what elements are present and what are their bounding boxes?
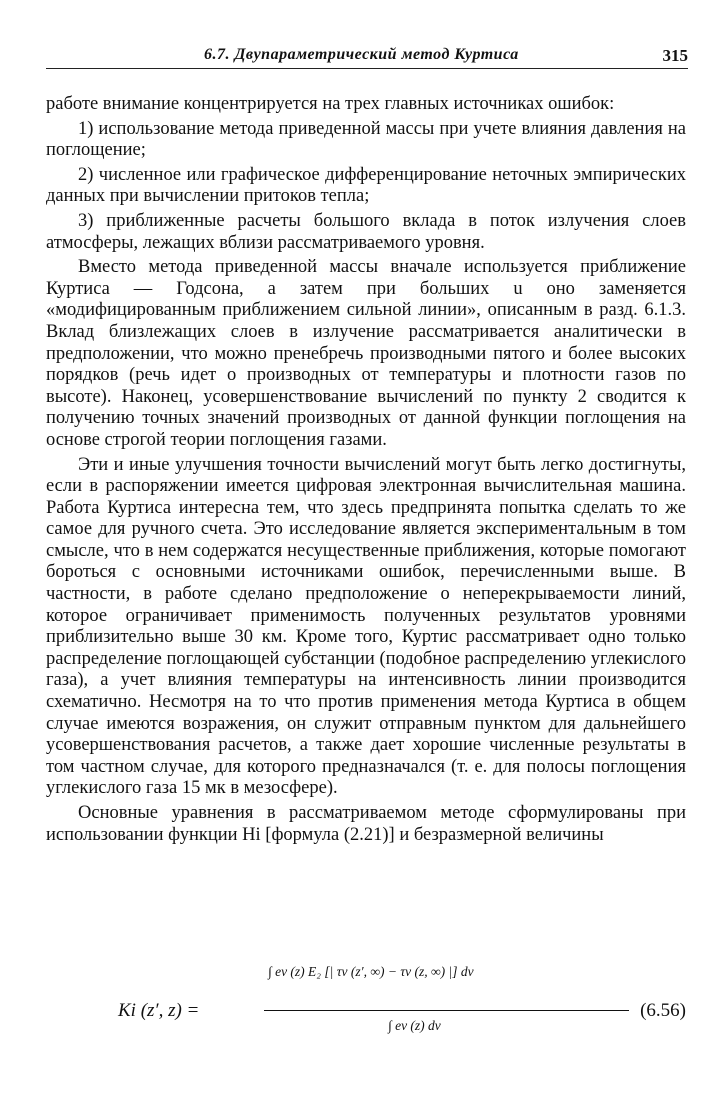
equation-6-56 xyxy=(46,958,686,1088)
section-title: 6.7. Двупараметрический метод Куртиса xyxy=(204,46,519,63)
list-item-2: 2) численное или графическое дифференцирование неточных эмпирических данных при вычислении притоков тепла; xyxy=(46,164,686,207)
list-item-1: 1) использование метода приведенной массы при учете влияния давления на поглощение; xyxy=(46,118,686,161)
list-item-3: 3) приближенные расчеты большого вклада в поток излучения слоев атмосферы, лежащих вблизи рассматриваемого уровня. xyxy=(46,210,686,253)
page-number: 315 xyxy=(662,46,688,65)
equation-denominator: ∫ eν (z) dν xyxy=(388,1018,441,1033)
fraction-bar xyxy=(264,1010,629,1011)
page-body xyxy=(46,94,686,846)
paragraph: Основные уравнения в рассматриваемом методе сформулированы при использовании функции Hi [формула (2.21)] и безразмерной величины xyxy=(46,803,686,845)
paragraph-continuation: работе внимание концентрируется на трех главных источниках ошибок: xyxy=(46,94,615,114)
equation-numerator: ∫ eν (z) E₂ [| τν (z′, ∞) − τν (z, ∞) |] dν xyxy=(268,964,474,979)
running-header xyxy=(46,44,688,69)
paragraph: Вместо метода приведенной массы вначале используется приближение Куртиса — Годсона, а затем при больших u оно заменяется «модифицированным приближением сильной линии», описанным в разд. 6.1.3. Вклад близлежащих слоев в излучение рассматривается аналитически в предположении, что можно пренебречь производными пятого и более высоких порядков (речь идет о производных от температуры и плотности газов по высоте). Наконец, усовершенствование вычислений по пункту 2 сводится к получению точных значений производных от данной функции поглощения на основе строгой теории поглощения газами. xyxy=(46,257,686,450)
equation-lhs: Ki (z′, z) = xyxy=(118,1000,200,1021)
equation-number: (6.56) xyxy=(640,1000,686,1021)
paragraph: Эти и иные улучшения точности вычислений могут быть легко достигнуты, если в распоряжении имеется цифровая электронная вычислительная машина. Работа Куртиса интересна тем, что здесь предпринята попытка сделать то же самое для ручного счета. Это исследование является экспериментальным в том смысле, что в нем содержатся несущественные приближения, которые помогают бороться с основными источниками ошибок, перечисленными выше. В частности, в работе сделано предположение о неперекрываемости линий, которое ограничивает применимость полученных результатов уровнями приблизительно выше 30 км. Кроме того, Куртис рассматривает одно только распределение поглощающей субстанции (подобное распределению углекислого газа), а учет влияния температуры на интенсивность линии производится схематично. Несмотря на то что против применения метода Куртиса в общем случае имеются возражения, он служит отправным пунктом для дальнейшего усовершенствования расчетов, а также дает хорошие численные результаты в том частном случае, для которого предназначался (т. е. для полосы поглощения углекислого газа 15 мк в мезосфере). xyxy=(46,454,686,799)
